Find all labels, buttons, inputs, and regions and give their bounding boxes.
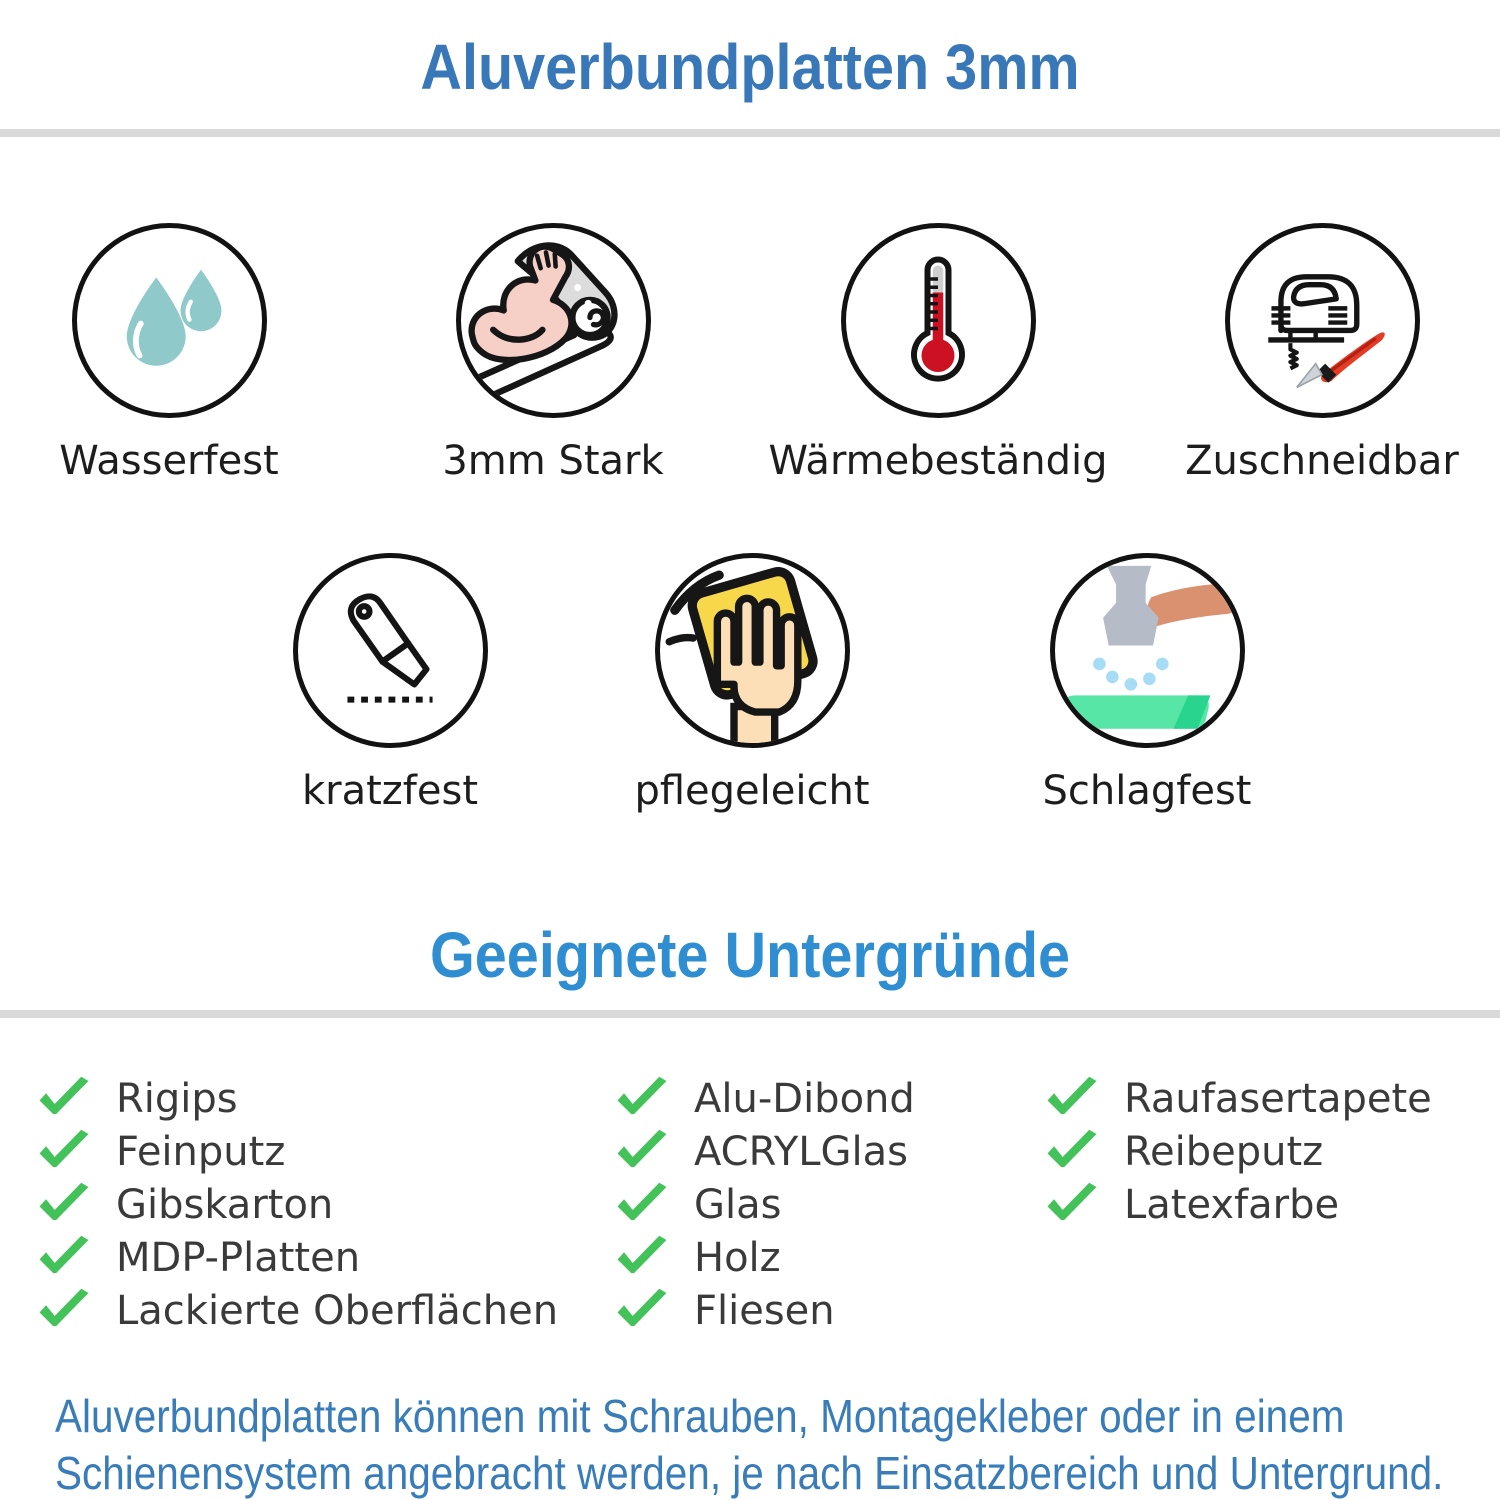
checklist-label: Glas [694, 1181, 782, 1228]
feature-label: pflegeleicht [634, 768, 870, 814]
check-icon [38, 1182, 90, 1228]
feature-label: 3mm Stark [442, 438, 664, 484]
checklist-label: Gibskarton [116, 1181, 334, 1228]
check-icon [38, 1235, 90, 1281]
checklist-label: Feinputz [116, 1128, 286, 1175]
feature-circle [456, 223, 651, 418]
hammer-icon [1055, 557, 1240, 745]
feature-zuschneidbar [1152, 223, 1492, 484]
checklist-item [38, 1125, 558, 1178]
checklist-item [616, 1178, 915, 1231]
feature-label: Zuschneidbar [1185, 438, 1459, 484]
checklist-label: Holz [694, 1234, 781, 1281]
checklist-item [616, 1284, 915, 1337]
footer-note [55, 1388, 1443, 1500]
divider-substrates [0, 1010, 1500, 1018]
checklist-label: Rigips [116, 1075, 238, 1122]
check-icon [1046, 1129, 1098, 1175]
footer-line-1: Aluverbundplatten können mit Schrauben, Montagekleber oder in einem [55, 1390, 1345, 1442]
water-drops-icon [105, 257, 233, 385]
feature-waermebestaendig [768, 223, 1108, 484]
footer-line-2: Schienensystem angebracht werden, je nach Einsatzbereich und Untergrund. [55, 1447, 1444, 1500]
checklist-label: Reibeputz [1124, 1128, 1324, 1175]
substrates-column-1 [38, 1072, 558, 1337]
feature-3mm-stark [383, 223, 723, 484]
substrates-column-2 [616, 1072, 915, 1337]
feature-label: Wärmebeständig [768, 438, 1108, 484]
feature-schlagfest [977, 553, 1317, 814]
feature-kratzfest [220, 553, 560, 814]
feature-circle [1225, 223, 1420, 418]
page-title: Aluverbundplatten 3mm [420, 31, 1080, 103]
muscle-arm-icon [465, 233, 641, 409]
checklist-item [38, 1072, 558, 1125]
feature-wasserfest [0, 223, 339, 484]
check-icon [38, 1129, 90, 1175]
checklist-label: ACRYLGlas [694, 1128, 909, 1175]
substrates-column-3 [1046, 1072, 1432, 1231]
feature-label: Wasserfest [59, 438, 279, 484]
checklist-label: Fliesen [694, 1287, 835, 1334]
check-icon [38, 1288, 90, 1334]
check-icon [616, 1235, 668, 1281]
checklist-item [1046, 1125, 1432, 1178]
jigsaw-icon [1243, 242, 1401, 400]
feature-circle [841, 223, 1036, 418]
check-icon [616, 1129, 668, 1175]
checklist-label: Alu-Dibond [694, 1075, 915, 1122]
checklist-label: Latexfarbe [1124, 1181, 1340, 1228]
checklist-label: MDP-Platten [116, 1234, 361, 1281]
feature-circle [72, 223, 267, 418]
checklist-item [616, 1072, 915, 1125]
checklist-item [38, 1178, 558, 1231]
checklist-item [1046, 1072, 1432, 1125]
feature-label: kratzfest [301, 768, 478, 814]
cleaning-hand-icon [660, 557, 845, 745]
feature-label: Schlagfest [1042, 768, 1252, 814]
checklist-item [38, 1231, 558, 1284]
check-icon [1046, 1182, 1098, 1228]
check-icon [616, 1288, 668, 1334]
feature-pflegeleicht [582, 553, 922, 814]
checklist-item [616, 1125, 915, 1178]
check-icon [1046, 1076, 1098, 1122]
checklist-label: Lackierte Oberflächen [116, 1287, 559, 1334]
check-icon [38, 1076, 90, 1122]
utility-knife-icon [314, 575, 466, 727]
checklist-item [1046, 1178, 1432, 1231]
checklist-item [38, 1284, 558, 1337]
feature-circle [293, 553, 488, 748]
check-icon [616, 1182, 668, 1228]
feature-circle [655, 553, 850, 748]
divider-top [0, 129, 1500, 137]
check-icon [616, 1076, 668, 1122]
substrates-title: Geeignete Untergründe [429, 919, 1071, 991]
checklist-label: Raufasertapete [1124, 1075, 1432, 1122]
thermometer-icon [863, 246, 1013, 396]
checklist-item [616, 1231, 915, 1284]
feature-circle [1050, 553, 1245, 748]
